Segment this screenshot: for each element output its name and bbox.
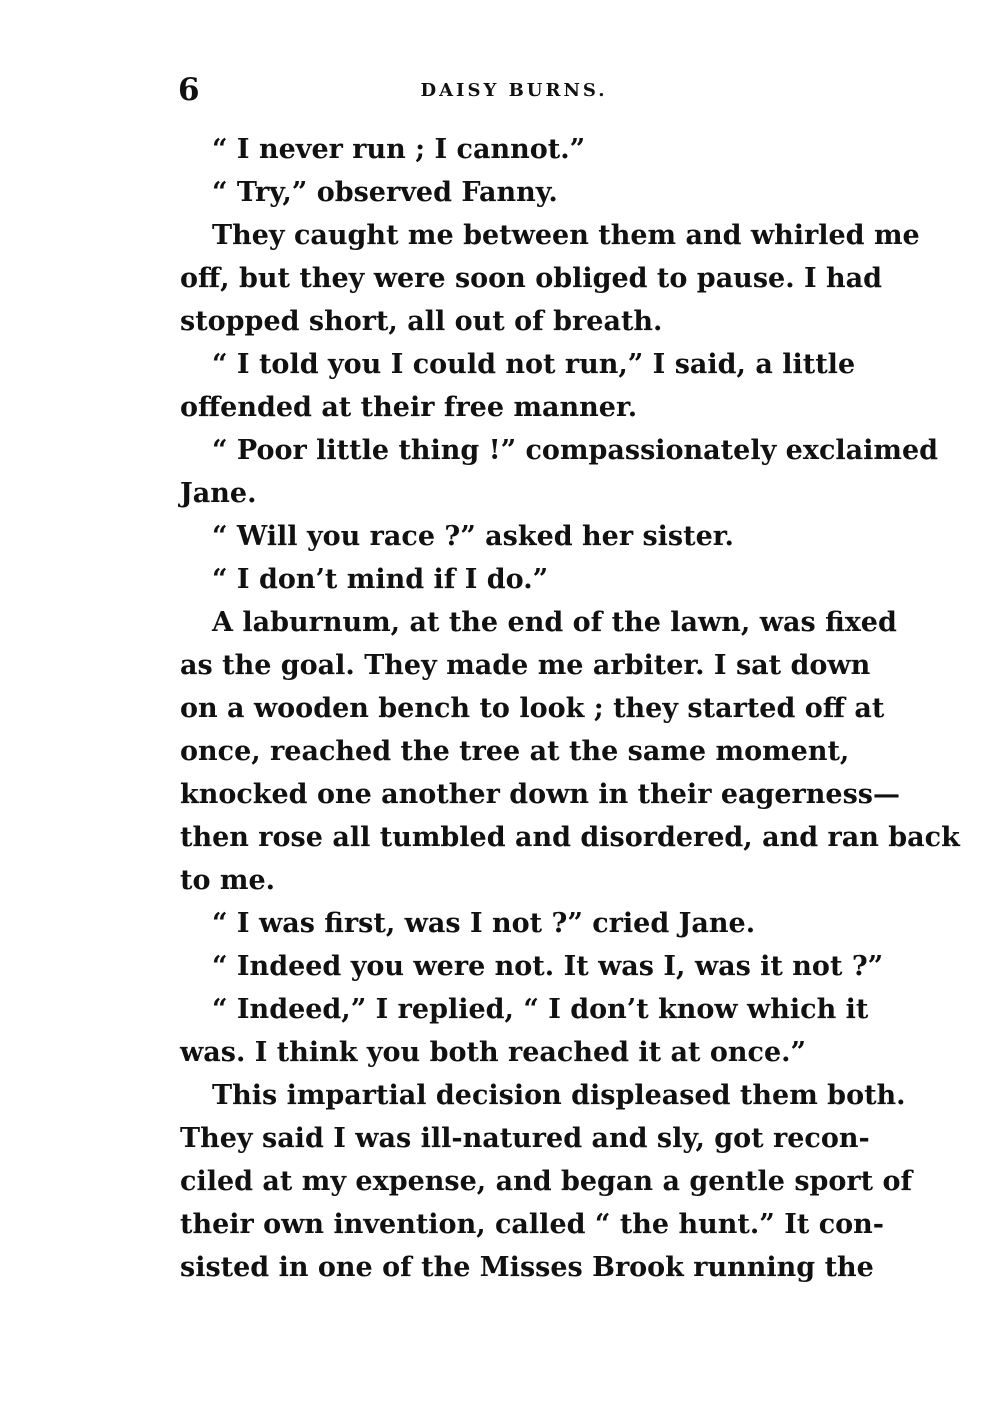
text-line: to me. — [180, 865, 276, 896]
text-line: on a wooden bench to look ; they started off at — [180, 693, 885, 724]
text-line: stopped short, all out of breath. — [180, 306, 663, 337]
text-line: their own invention, called “ the hunt.” It con- — [180, 1209, 884, 1240]
text-line: knocked one another down in their eagerness— — [180, 779, 900, 810]
text-line: once, reached the tree at the same moment, — [180, 736, 850, 767]
text-line: “ I don’t mind if I do.” — [212, 564, 549, 595]
text-line: “ I was first, was I not ?” cried Jane. — [212, 908, 756, 939]
text-line: “ Indeed,” I replied, “ I don’t know which it — [212, 994, 869, 1025]
text-line: “ Indeed you were not. It was I, was it not ?” — [212, 951, 884, 982]
text-line: They caught me between them and whirled me — [212, 220, 920, 251]
text-line: They said I was ill-natured and sly, got recon- — [180, 1123, 870, 1154]
text-line: off, but they were soon obliged to pause. I had — [180, 263, 883, 294]
book-title: DAISY BURNS. — [420, 80, 608, 101]
text-line: sisted in one of the Misses Brook running the — [180, 1252, 874, 1283]
text-line: “ Try,” observed Fanny. — [212, 177, 558, 208]
text-line: “ I never run ; I cannot.” — [212, 134, 586, 165]
text-line: was. I think you both reached it at once.” — [180, 1037, 807, 1068]
running-header — [178, 70, 820, 110]
text-line: Jane. — [180, 478, 257, 509]
text-line: “ Poor little thing !” compassionately exclaimed — [212, 435, 939, 466]
text-line: then rose all tumbled and disordered, and ran back — [180, 822, 960, 853]
text-line: A laburnum, at the end of the lawn, was fixed — [212, 607, 897, 638]
text-line: ciled at my expense, and began a gentle sport of — [180, 1166, 913, 1197]
body-text — [180, 128, 960, 1289]
text-line: “ I told you I could not run,” I said, a little — [212, 349, 856, 380]
text-line: as the goal. They made me arbiter. I sat down — [180, 650, 871, 681]
text-line: This impartial decision displeased them both. — [212, 1080, 906, 1111]
page-number: 6 — [178, 72, 200, 108]
text-line: offended at their free manner. — [180, 392, 638, 423]
text-line: “ Will you race ?” asked her sister. — [212, 521, 734, 552]
